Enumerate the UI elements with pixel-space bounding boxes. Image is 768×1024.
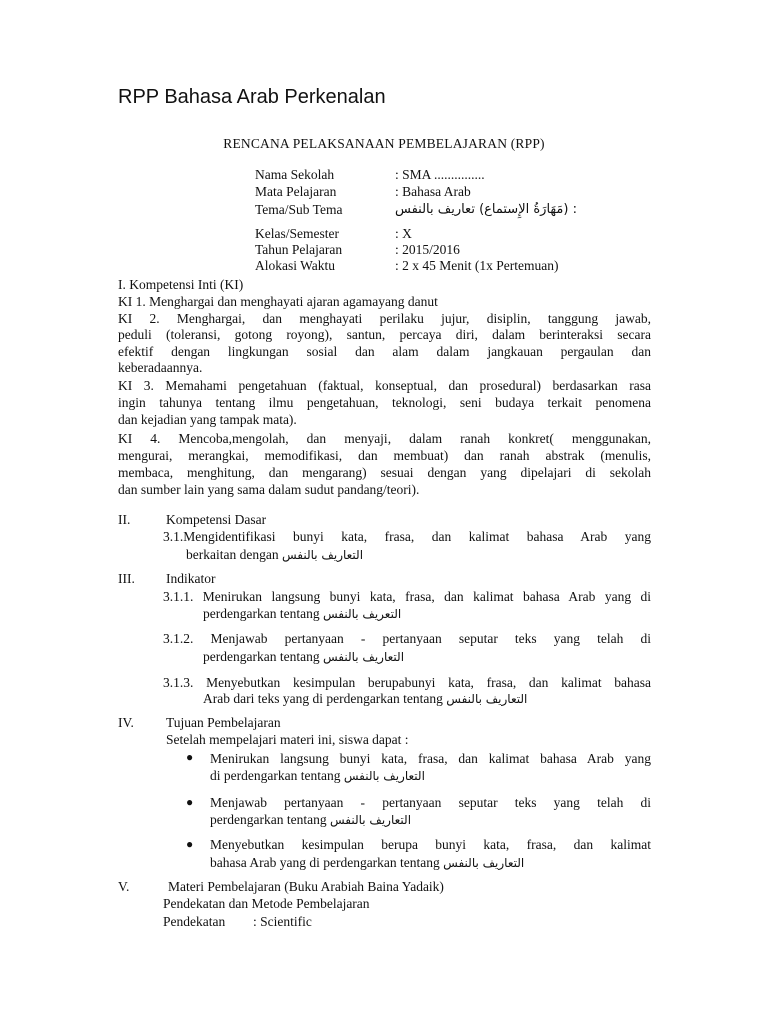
indikator-item-text: perdengarkan tentang <box>203 606 320 621</box>
tujuan-item-text: bahasa Arab yang di perdengarkan tentang <box>210 855 440 870</box>
ki-4-line: membaca, menghitung, dan mengarang) sesuai dengan yang dipelajari di sekolah <box>118 465 651 480</box>
document-title: RENCANA PELAKSANAAN PEMBELAJARAN (RPP) <box>223 136 545 151</box>
arabic-phrase: التعاريف بالنفس <box>446 692 528 706</box>
info-label: Tema/Sub Tema <box>255 202 343 217</box>
arabic-phrase: التعريف بالنفس <box>322 607 402 621</box>
section-number: IV. <box>118 715 134 730</box>
indikator-item-line: 3.1.3. Menyebutkan kesimpulan berupabunyi kata, frasa, dan kalimat bahasa <box>163 675 651 690</box>
section-number: V. <box>118 879 130 894</box>
section-number: II. <box>118 512 131 527</box>
tujuan-item-line <box>210 767 425 785</box>
info-value: : Bahasa Arab <box>395 184 471 199</box>
info-label: Kelas/Semester <box>255 226 339 241</box>
section-number: III. <box>118 571 135 586</box>
section-heading: Tujuan Pembelajaran <box>166 715 281 730</box>
arabic-phrase: التعاريف بالنفس <box>281 548 364 562</box>
section-heading: I. Kompetensi Inti (KI) <box>118 277 244 292</box>
ki-4-line: mengurai, merangkai, memodifikasi, dan membuat) dan ranah abstrak (menulis, <box>118 448 651 463</box>
indikator-item-line: 3.1.2. Menjawab pertanyaan - pertanyaan seputar teks yang telah di <box>163 631 651 646</box>
info-label: Alokasi Waktu <box>255 258 336 273</box>
info-value: : 2 x 45 Menit (1x Pertemuan) <box>395 258 559 273</box>
tujuan-item-text: perdengarkan tentang <box>210 812 327 827</box>
ki-3-line: KI 3. Memahami pengetahuan (faktual, konseptual, dan prosedural) berdasarkan rasa <box>118 378 651 393</box>
bullet-icon: ● <box>186 837 194 851</box>
tujuan-item-line: Menirukan langsung bunyi kata, frasa, dan kalimat bahasa Arab yang <box>210 751 651 766</box>
pendekatan-label: Pendekatan <box>163 914 226 929</box>
arabic-phrase: التعاريف بالنفس <box>322 650 405 664</box>
materi-subheading: Pendekatan dan Metode Pembelajaran <box>163 896 370 911</box>
bullet-icon: ● <box>186 750 194 764</box>
ki-2-line: peduli (toleransi, gotong royong), santun, percaya diri, dalam berinteraksi secara <box>118 327 651 342</box>
ki-2-line: KI 2. Menghargai, dan menghayati perilaku jujur, disiplin, tanggung jawab, <box>118 311 651 326</box>
tujuan-item-line <box>210 811 411 829</box>
arabic-phrase: التعاريف بالنفس <box>343 769 425 783</box>
info-label: Nama Sekolah <box>255 167 335 182</box>
indikator-item-text: Arab dari teks yang di perdengarkan tentang <box>203 691 443 706</box>
info-label: Mata Pelajaran <box>255 184 337 199</box>
info-label: Tahun Pelajaran <box>255 242 343 257</box>
section-heading: Kompetensi Dasar <box>166 512 267 527</box>
kd-item-text: berkaitan dengan <box>186 547 279 562</box>
info-value: : 2015/2016 <box>395 242 460 257</box>
bullet-icon: ● <box>186 795 194 809</box>
pendekatan-value: : Scientific <box>253 914 312 929</box>
indikator-item-line: 3.1.1. Menirukan langsung bunyi kata, frasa, dan kalimat bahasa Arab yang di <box>163 589 651 604</box>
tujuan-item-text: di perdengarkan tentang <box>210 768 341 783</box>
kd-item-line: 3.1.Mengidentifikasi bunyi kata, frasa, dan kalimat bahasa Arab yang <box>163 529 651 544</box>
tujuan-intro: Setelah mempelajari materi ini, siswa dapat : <box>166 732 409 747</box>
ki-3-line: dan kejadian yang tampak mata). <box>118 412 297 427</box>
tujuan-item-line: Menjawab pertanyaan - pertanyaan seputar teks yang telah di <box>210 795 651 810</box>
ki-4-line: KI 4. Mencoba,mengolah, dan menyaji, dalam ranah konkret( menggunakan, <box>118 431 651 446</box>
arabic-phrase: التعاريف بالنفس <box>329 813 412 827</box>
kd-item-line <box>186 546 363 564</box>
info-value: : (مَهَارَةُ الإِستماع) تعاريف بالنفس <box>395 202 577 217</box>
tujuan-item-line <box>210 854 524 872</box>
section-heading: Materi Pembelajaran (Buku Arabiah Baina Yadaik) <box>168 879 444 894</box>
info-value: : X <box>395 226 412 241</box>
ki-2-line: efektif dengan lingkungan sosial dan alam dalam jangkauan pergaulan dan <box>118 344 651 359</box>
indikator-item-line <box>203 605 401 623</box>
indikator-item-line <box>203 690 527 708</box>
arabic-phrase: التعاريف بالنفس <box>443 856 525 870</box>
ki-2-line: keberadaannya. <box>118 360 203 375</box>
tujuan-item-line: Menyebutkan kesimpulan berupa bunyi kata, frasa, dan kalimat <box>210 837 651 852</box>
info-value: : SMA ............... <box>395 167 485 182</box>
page-heading: RPP Bahasa Arab Perkenalan <box>118 86 386 108</box>
section-heading: Indikator <box>166 571 216 586</box>
ki-3-line: ingin tahunya tentang ilmu pengetahuan, teknologi, seni budaya terkait penomena <box>118 395 651 410</box>
indikator-item-text: perdengarkan tentang <box>203 649 320 664</box>
indikator-item-line <box>203 648 404 666</box>
ki-1: KI 1. Menghargai dan menghayati ajaran agamayang danut <box>118 294 438 309</box>
ki-4-line: dan sumber lain yang sama dalam sudut pandang/teori). <box>118 482 420 497</box>
